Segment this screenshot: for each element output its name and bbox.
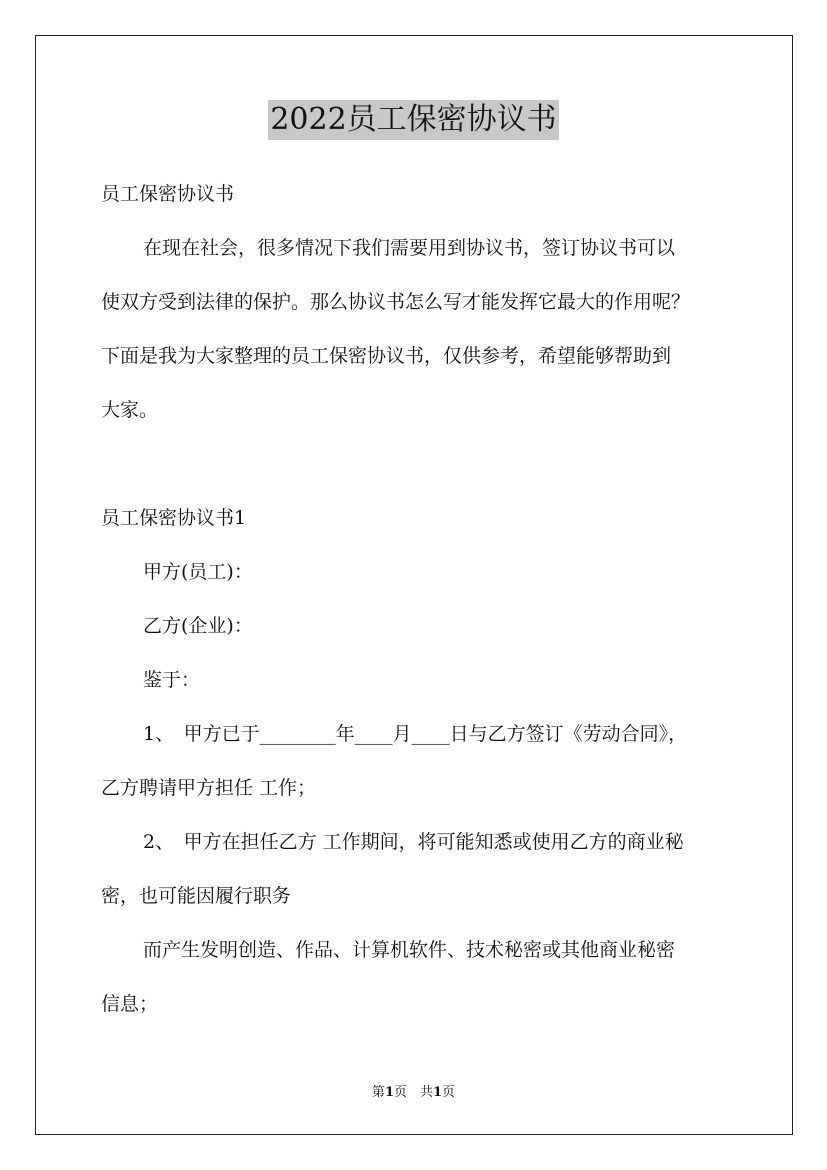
clause-1-line: 1、 甲方已于________年____月____日与乙方签订《劳动合同》， bbox=[143, 723, 688, 745]
heading-line: 员工保密协议书 bbox=[101, 183, 235, 205]
clause-1-continuation: 乙方聘请甲方担任 工作； bbox=[101, 777, 317, 799]
clause-2-line: 2、 甲方在担任乙方 工作期间，将可能知悉或使用乙方的商业秘 bbox=[143, 831, 684, 853]
footer-total-pages: 1 bbox=[433, 1085, 443, 1100]
section-heading: 员工保密协议书1 bbox=[101, 507, 247, 529]
paragraph-line: 大家。 bbox=[101, 399, 159, 421]
document-title: 2022员工保密协议书 bbox=[268, 100, 558, 140]
page-footer bbox=[0, 1085, 827, 1101]
paragraph-line: 使双方受到法律的保护。那么协议书怎么写才能发挥它最大的作用呢？ bbox=[101, 291, 691, 313]
footer-suffix: 页 bbox=[442, 1085, 456, 1100]
paragraph-line: 在现在社会，很多情况下我们需要用到协议书，签订协议书可以 bbox=[143, 237, 676, 259]
paragraph-line: 信息； bbox=[101, 993, 159, 1015]
whereas-line: 鉴于： bbox=[143, 669, 201, 691]
party-b-line: 乙方(企业)： bbox=[143, 615, 253, 637]
clause-2-continuation: 密，也可能因履行职务 bbox=[101, 885, 292, 907]
party-a-line: 甲方(员工)： bbox=[143, 561, 253, 583]
footer-prefix: 第 bbox=[371, 1085, 385, 1100]
footer-page-number: 1 bbox=[384, 1085, 394, 1100]
paragraph-line: 下面是我为大家整理的员工保密协议书，仅供参考，希望能够帮助到 bbox=[101, 345, 672, 367]
footer-mid: 页 共 bbox=[393, 1085, 433, 1100]
paragraph-line: 而产生发明创造、作品、计算机软件、技术秘密或其他商业秘密 bbox=[143, 939, 676, 961]
title-container bbox=[0, 100, 827, 140]
